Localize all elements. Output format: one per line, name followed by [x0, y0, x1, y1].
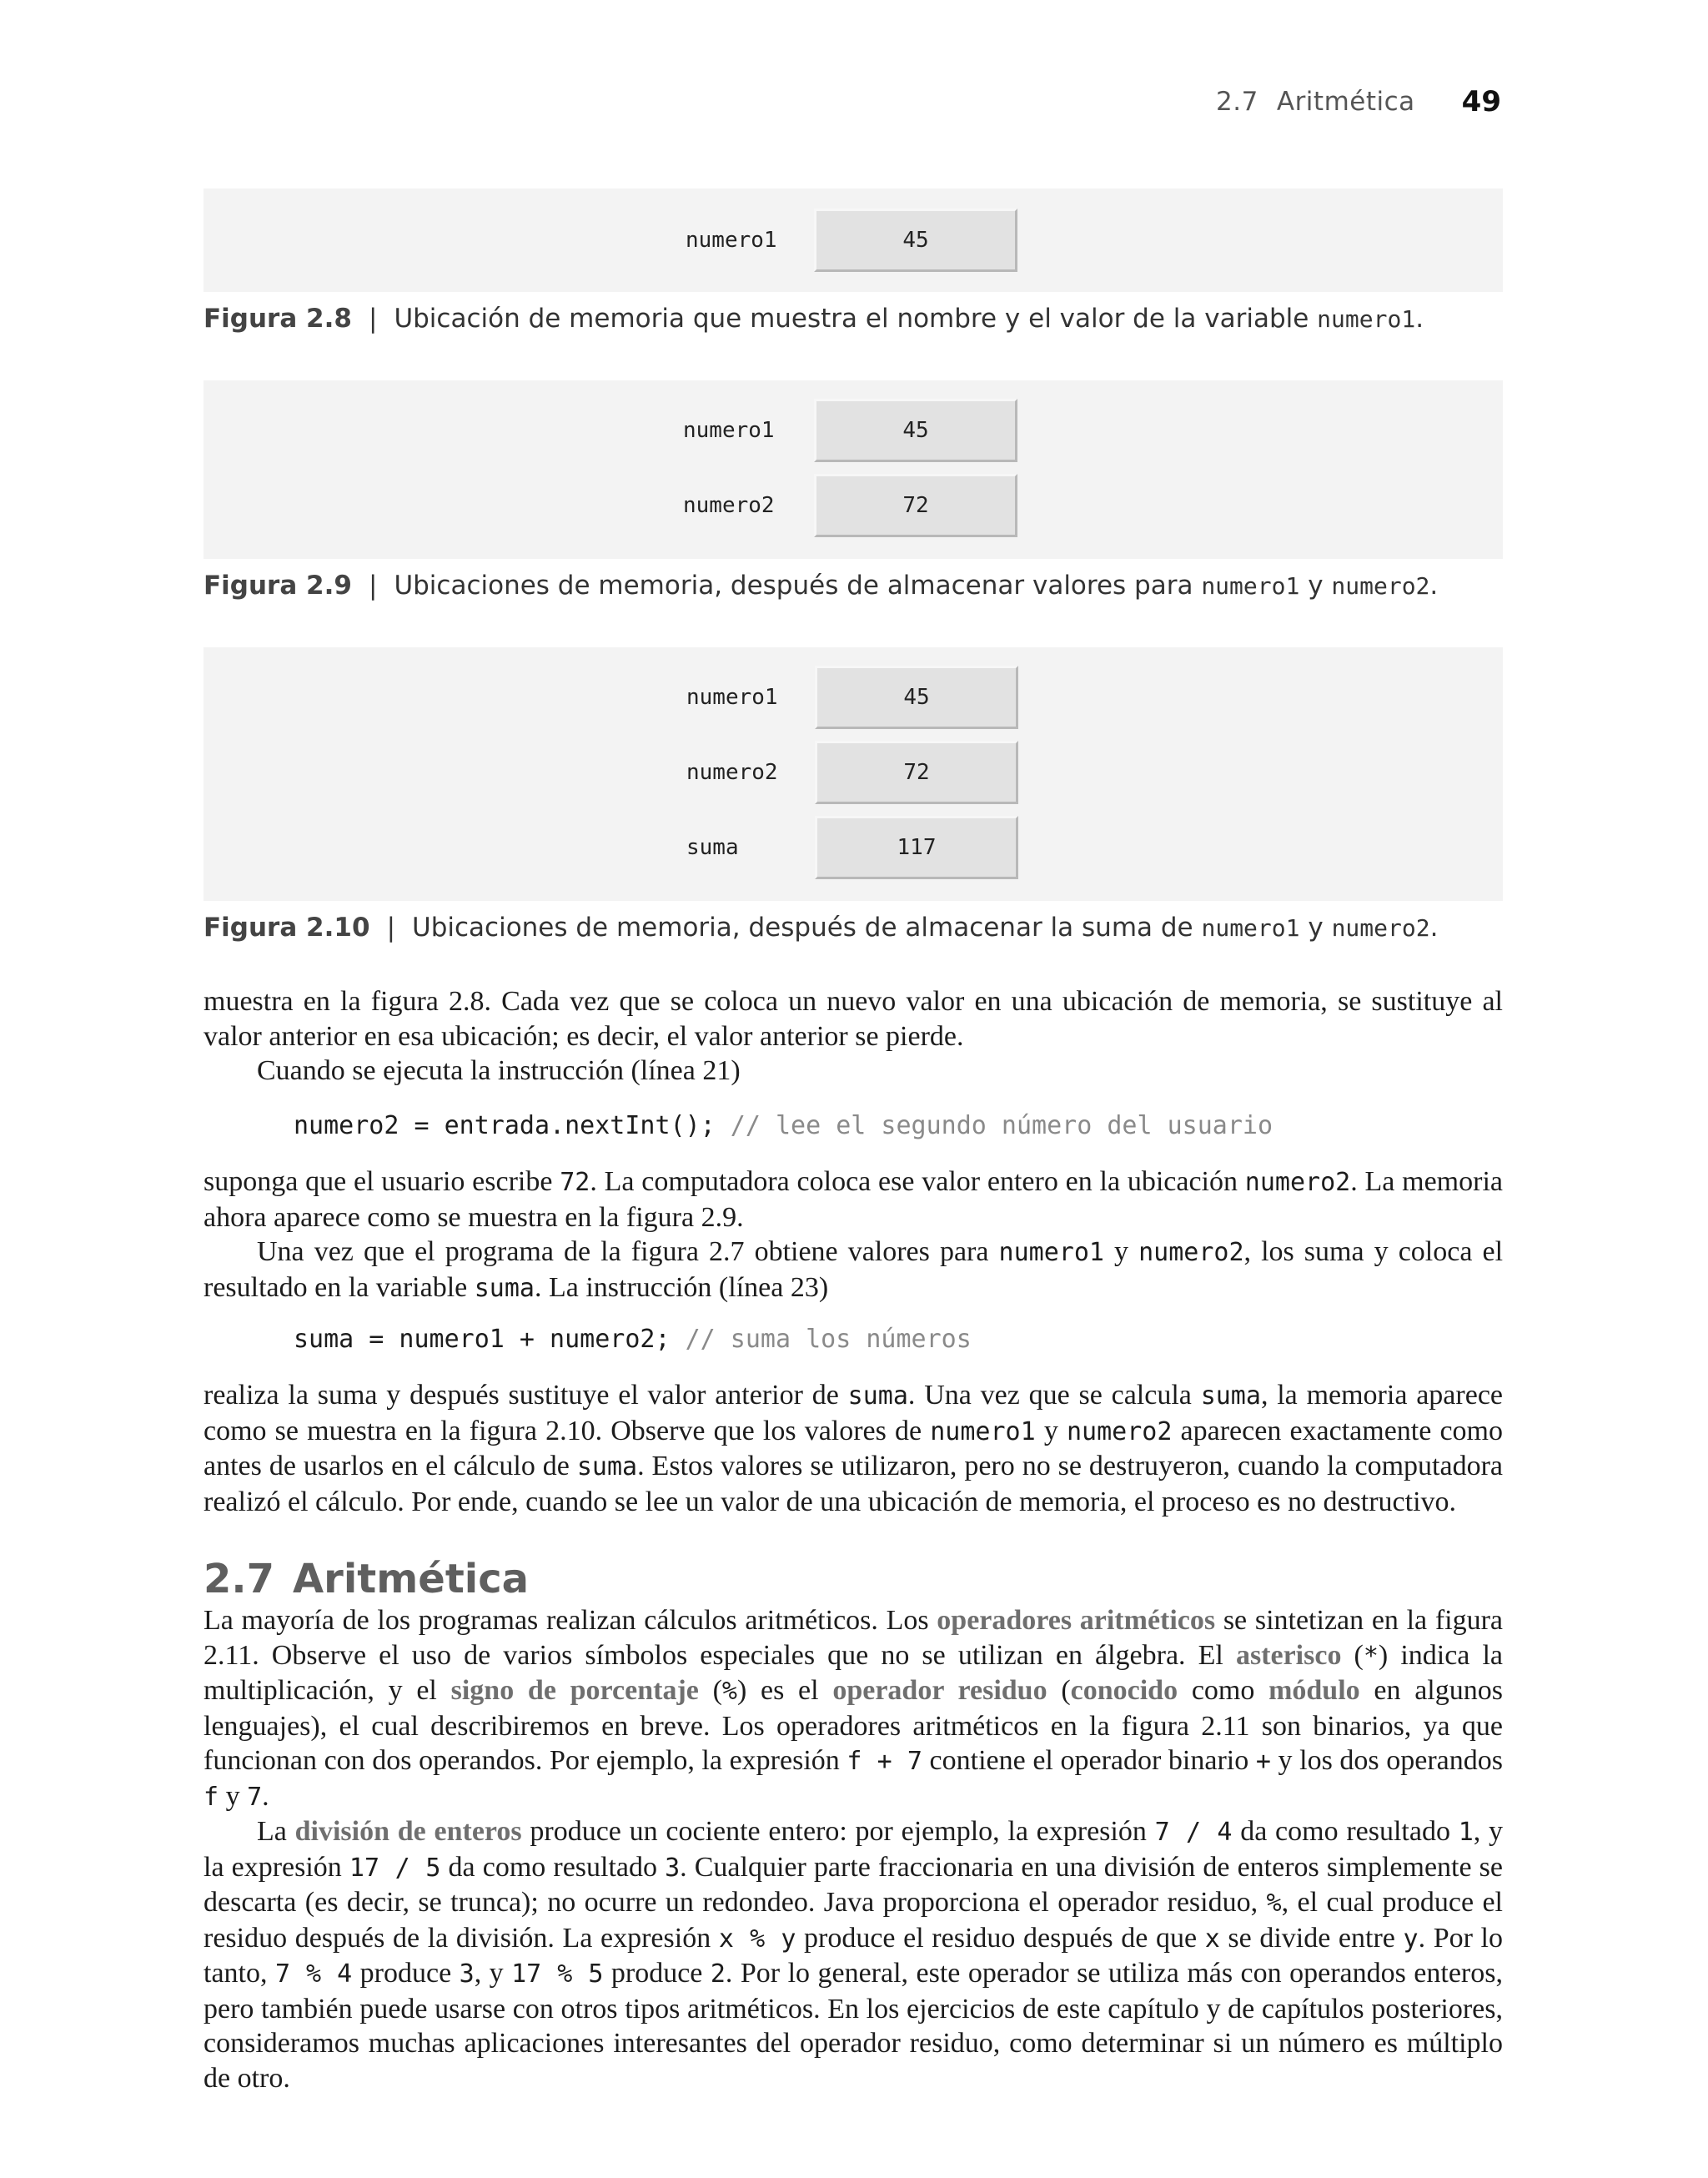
paragraph: suponga que el usuario escribe 72. La computadora coloca ese valor entero en la ubicación numero2. La memoria ahora aparece como se muestra en la figura 2.9.: [203, 1166, 1503, 1233]
body-text-3: [203, 1378, 1503, 1519]
code-line-1: [294, 1108, 1494, 1144]
memory-name: numero2: [686, 760, 778, 785]
memory-name: numero1: [686, 685, 778, 710]
code-comment: // lee el segundo número del usuario: [730, 1111, 1273, 1140]
figure-2-9-caption: [203, 567, 1503, 604]
section-text: [203, 1603, 1503, 2095]
code-text: numero2 = entrada.nextInt();: [294, 1111, 731, 1140]
caption-and: y: [1299, 571, 1332, 601]
figure-2-9-diagram: [203, 380, 1503, 559]
header-section-number: 2.7: [1216, 87, 1258, 117]
caption-and: y: [1299, 913, 1332, 943]
caption-separator: |: [368, 304, 378, 334]
body-text-1: [203, 984, 1503, 1089]
caption-separator: |: [386, 913, 396, 943]
figure-2-10-diagram: [203, 647, 1503, 901]
memory-box: 45: [814, 399, 1017, 462]
memory-name: numero2: [683, 493, 775, 518]
code-line-2: [294, 1321, 1494, 1358]
figure-label: Figura 2.10: [203, 913, 370, 943]
figure-2-8-diagram: [203, 189, 1503, 292]
caption-end: .: [1429, 913, 1439, 943]
paragraph: Cuando se ejecuta la instrucción (línea 21): [257, 1055, 741, 1086]
running-header: [1218, 82, 1501, 122]
caption-separator: |: [368, 571, 378, 601]
header-section-title: Aritmética: [1276, 87, 1415, 117]
figure-2-10-caption: [203, 909, 1503, 946]
caption-end: .: [1429, 571, 1439, 601]
memory-box: 72: [815, 741, 1018, 804]
caption-text: Ubicaciones de memoria, después de almacenar la suma de: [412, 913, 1193, 943]
memory-box: 117: [815, 816, 1018, 879]
caption-code: numero1: [1201, 571, 1300, 600]
code-comment: // suma los números: [685, 1325, 972, 1354]
section-title: Aritmética: [293, 1556, 530, 1602]
caption-code: numero1: [1201, 913, 1300, 942]
caption-end: .: [1415, 304, 1424, 334]
caption-code: numero2: [1331, 913, 1430, 942]
memory-box: 45: [814, 209, 1017, 272]
memory-box: 45: [815, 666, 1018, 729]
paragraph: La mayoría de los programas realizan cálculos aritméticos. Los operadores aritméticos se sintetizan en la figura 2.11. Observe el uso de varios símbolos especiales que no se utilizan en álgebra. El asterisco (*) indica la multiplicación, y el signo de porcentaje (%) es el operador residuo (conocido como módulo en algunos lenguajes), el cual describiremos en breve. Los operadores aritméticos en la figura 2.11 son binarios, ya que funcionan con dos operandos. Por ejemplo, la expresión f + 7 contiene el operador binario + y los dos operandos f y 7.: [203, 1605, 1504, 1812]
paragraph: realiza la suma y después sustituye el valor anterior de suma. Una vez que se calcula suma, la memoria aparece como se muestra en la figura 2.10. Observe que los valores de numero1 y numero2 aparecen exactamente como antes de usarlos en el cálculo de suma. Estos valores se utilizaron, pero no se destruyeron, cuando la computadora realizó el cálculo. Por ende, cuando se lee un valor de una ubicación de memoria, el proceso es no destructivo.: [203, 1380, 1504, 1517]
caption-text: Ubicación de memoria que muestra el nombre y el valor de la variable: [394, 304, 1309, 334]
code-text: suma = numero1 + numero2;: [294, 1325, 686, 1354]
paragraph: muestra en la figura 2.8. Cada vez que se coloca un nuevo valor en una ubicación de memoria, se sustituye al valor anterior en esa ubicación; es decir, el valor anterior se pierde.: [203, 986, 1503, 1052]
memory-name: numero1: [686, 228, 777, 253]
caption-code: numero2: [1331, 571, 1430, 600]
page-number: 49: [1461, 85, 1501, 118]
figure-2-8-caption: [203, 300, 1503, 337]
paragraph: La división de enteros produce un cociente entero: por ejemplo, la expresión 7 / 4 da como resultado 1, y la expresión 17 / 5 da como resultado 3. Cualquier parte fraccionaria en una división de enteros simplemente se descarta (es decir, se trunca); no ocurre un redondeo. Java proporciona el operador residuo, %, el cual produce el residuo después de la división. La expresión x % y produce el residuo después de que x se divide entre y. Por lo tanto, 7 % 4 produce 3, y 17 % 5 produce 2. Por lo general, este operador se utiliza más con operandos enteros, pero también puede usarse con otros tipos aritméticos. En los ejercicios de este capítulo y de capítulos posteriores, consideramos muchas aplicaciones interesantes del operador residuo, como determinar si un número es múltiplo de otro.: [203, 1816, 1504, 2094]
memory-name: numero1: [683, 418, 775, 443]
caption-text: Ubicaciones de memoria, después de almacenar valores para: [394, 571, 1193, 601]
figure-label: Figura 2.9: [203, 571, 352, 601]
figure-label: Figura 2.8: [203, 304, 352, 334]
section-heading: [203, 1553, 529, 1605]
section-number: 2.7: [203, 1556, 275, 1602]
memory-box: 72: [814, 474, 1017, 537]
body-text-2: [203, 1164, 1503, 1305]
memory-name: suma: [686, 835, 739, 860]
caption-code: numero1: [1317, 304, 1416, 333]
paragraph: Una vez que el programa de la figura 2.7 obtiene valores para numero1 y numero2, los suma y coloca el resultado en la variable suma. La instrucción (línea 23): [203, 1236, 1504, 1303]
